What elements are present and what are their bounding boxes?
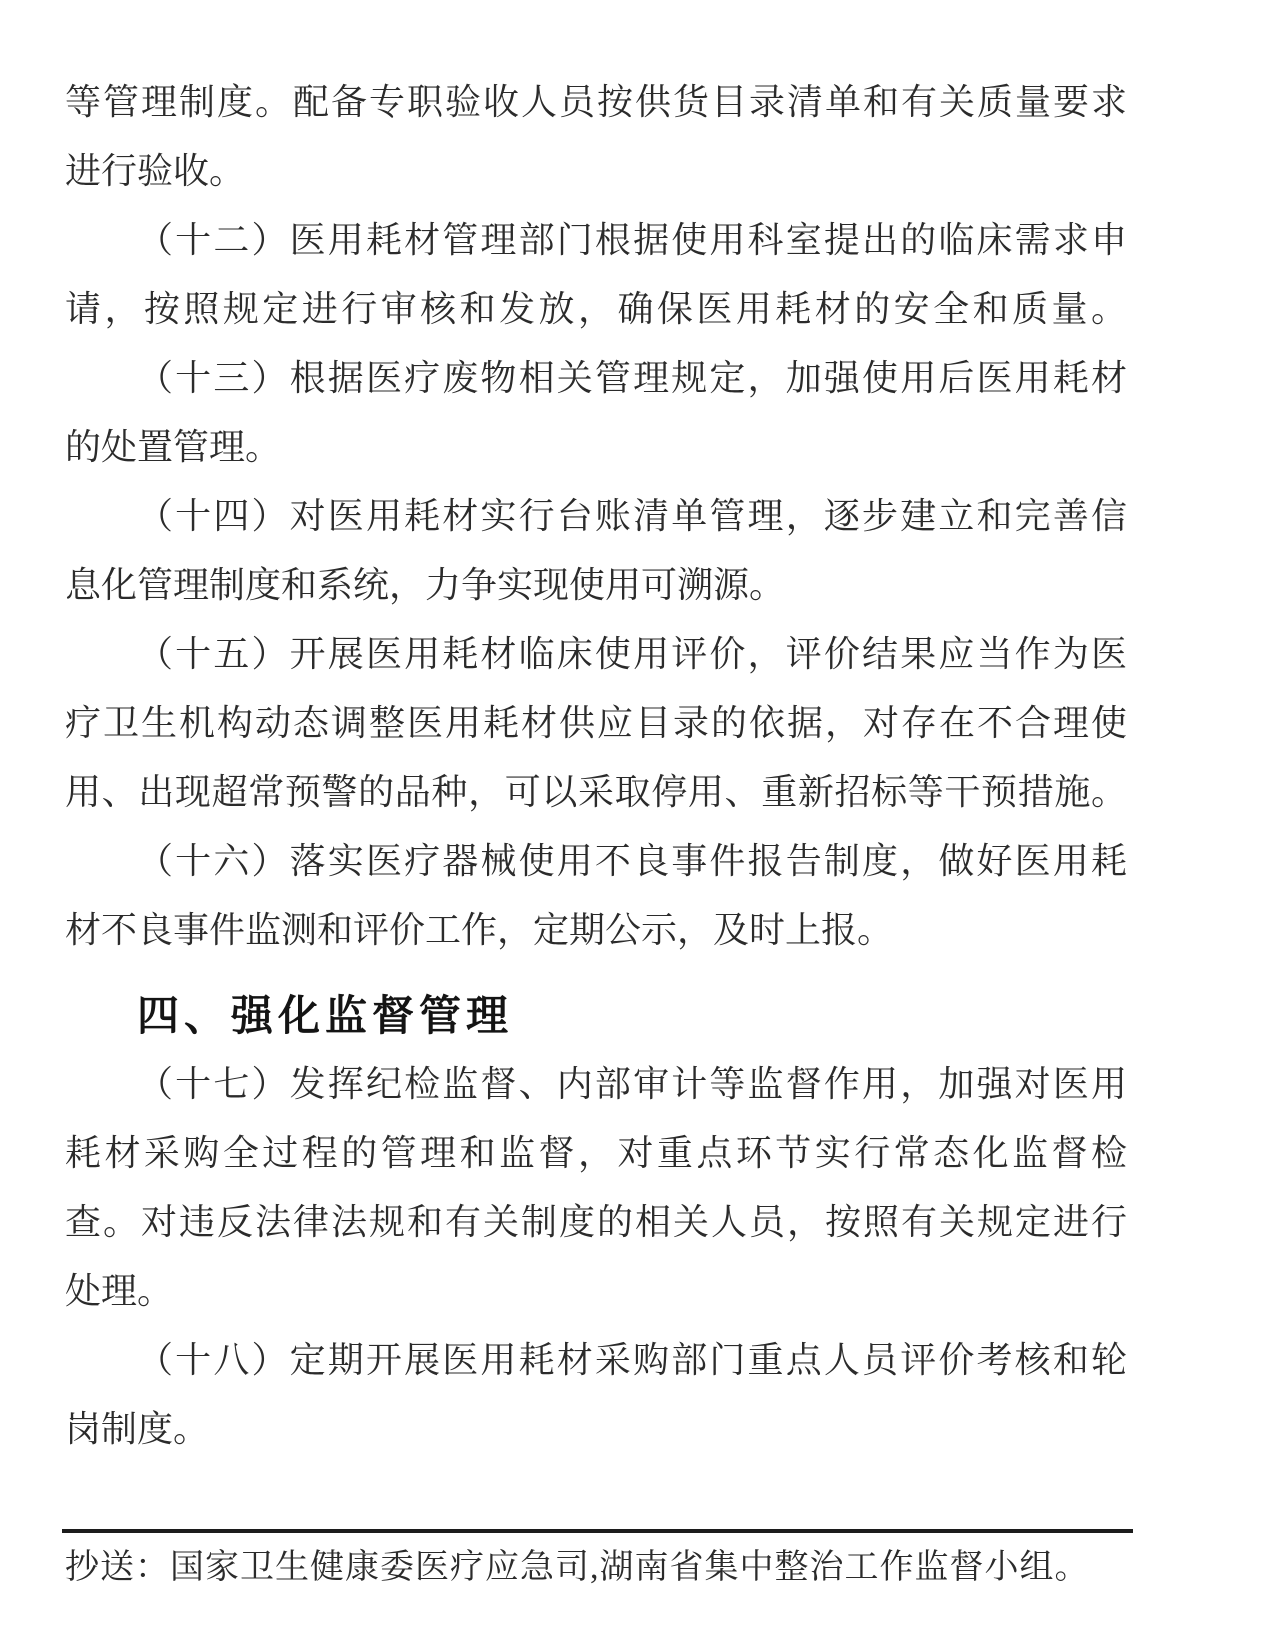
text-line: （十二）医用耗材管理部门根据使用科室提出的临床需求申 (137, 220, 1127, 260)
text-line: 的处置管理。 (65, 427, 282, 467)
text-line: 处理。 (65, 1271, 174, 1311)
text-line: （十七）发挥纪检监督、内部审计等监督作用，加强对医用 (137, 1064, 1127, 1104)
text-line: 岗制度。 (65, 1409, 210, 1449)
text-line: 材不良事件监测和评价工作，定期公示，及时上报。 (65, 910, 894, 950)
footer-divider (62, 1529, 1133, 1533)
text-line: 请，按照规定进行审核和发放，确保医用耗材的安全和质量。 (65, 289, 1127, 329)
text-line: 进行验收。 (65, 151, 246, 191)
text-line: （十三）根据医疗废物相关管理规定，加强使用后医用耗材 (137, 358, 1127, 398)
text-line: 等管理制度。配备专职验收人员按供货目录清单和有关质量要求 (65, 82, 1127, 122)
text-line: 疗卫生机构动态调整医用耗材供应目录的依据，对存在不合理使 (65, 703, 1127, 743)
text-line: 息化管理制度和系统，力争实现使用可溯源。 (65, 565, 786, 605)
text-line: 查。对违反法律法规和有关制度的相关人员，按照有关规定进行 (65, 1202, 1127, 1242)
text-line: （十六）落实医疗器械使用不良事件报告制度，做好医用耗 (137, 841, 1127, 881)
text-line: （十四）对医用耗材实行台账清单管理，逐步建立和完善信 (137, 496, 1127, 536)
text-line: 用、出现超常预警的品种，可以采取停用、重新招标等干预措施。 (65, 772, 1127, 812)
section-heading: 四、强化监督管理 (137, 992, 514, 1039)
cc-label: 抄送： (65, 1549, 170, 1586)
cc-line (65, 1538, 1225, 1598)
document-text (65, 68, 1127, 1464)
text-line: 耗材采购全过程的管理和监督，对重点环节实行常态化监督检 (65, 1133, 1127, 1173)
text-line: （十八）定期开展医用耗材采购部门重点人员评价考核和轮 (137, 1340, 1127, 1380)
text-line: （十五）开展医用耗材临床使用评价，评价结果应当作为医 (137, 634, 1127, 674)
cc-text: 国家卫生健康委医疗应急司,湖南省集中整治工作监督小组。 (170, 1549, 1090, 1586)
